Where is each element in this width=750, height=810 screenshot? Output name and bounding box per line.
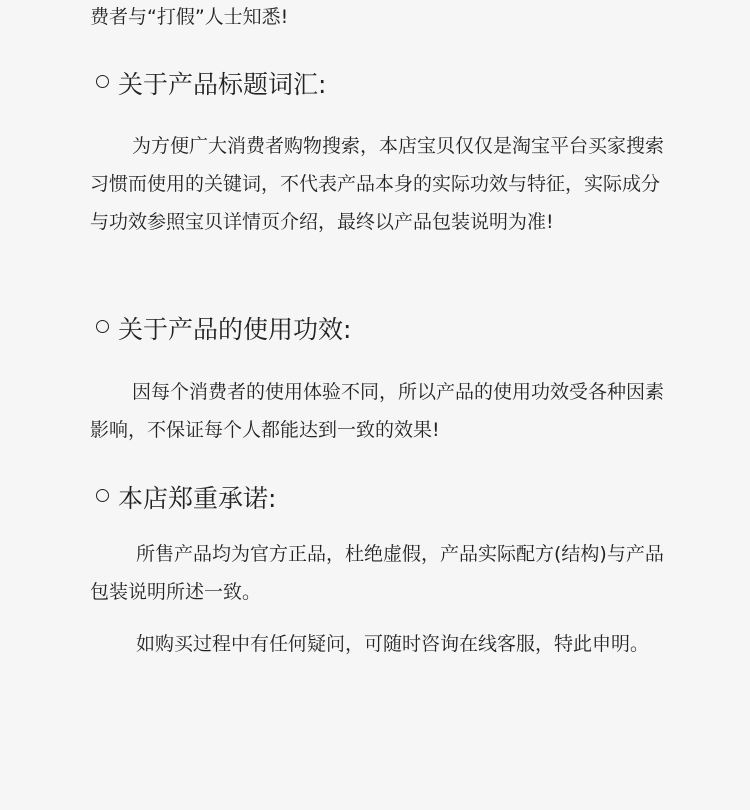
- section-heading-text: 关于产品的使用功效:: [118, 315, 352, 344]
- section-heading-title-terms: [96, 68, 326, 102]
- section-paragraph: 因每个消费者的使用体验不同，所以产品的使用功效受各种因素影响，不保证每个人都能达到一致的效果!: [90, 381, 665, 441]
- circle-bullet-icon: [96, 320, 109, 333]
- intro-fragment: 费者与“打假”人士知悉!: [90, 6, 289, 28]
- section-heading-efficacy: [96, 313, 351, 347]
- section-paragraph: 如购买过程中有任何疑问，可随时咨询在线客服，特此申明。: [136, 633, 650, 655]
- section-paragraph: 所售产品均为官方正品，杜绝虚假，产品实际配方(结构)与产品包装说明所述一致。: [90, 543, 664, 603]
- section-heading-promise: [96, 482, 276, 516]
- circle-bullet-icon: [96, 75, 109, 88]
- section-paragraph: 为方便广大消费者购物搜索，本店宝贝仅仅是淘宝平台买家搜索习惯而使用的关键词，不代表产品本身的实际功效与特征，实际成分与功效参照宝贝详情页介绍，最终以产品包装说明为准!: [90, 135, 665, 233]
- section-heading-text: 本店郑重承诺:: [118, 484, 277, 513]
- circle-bullet-icon: [96, 489, 109, 502]
- section-heading-text: 关于产品标题词汇:: [118, 70, 327, 99]
